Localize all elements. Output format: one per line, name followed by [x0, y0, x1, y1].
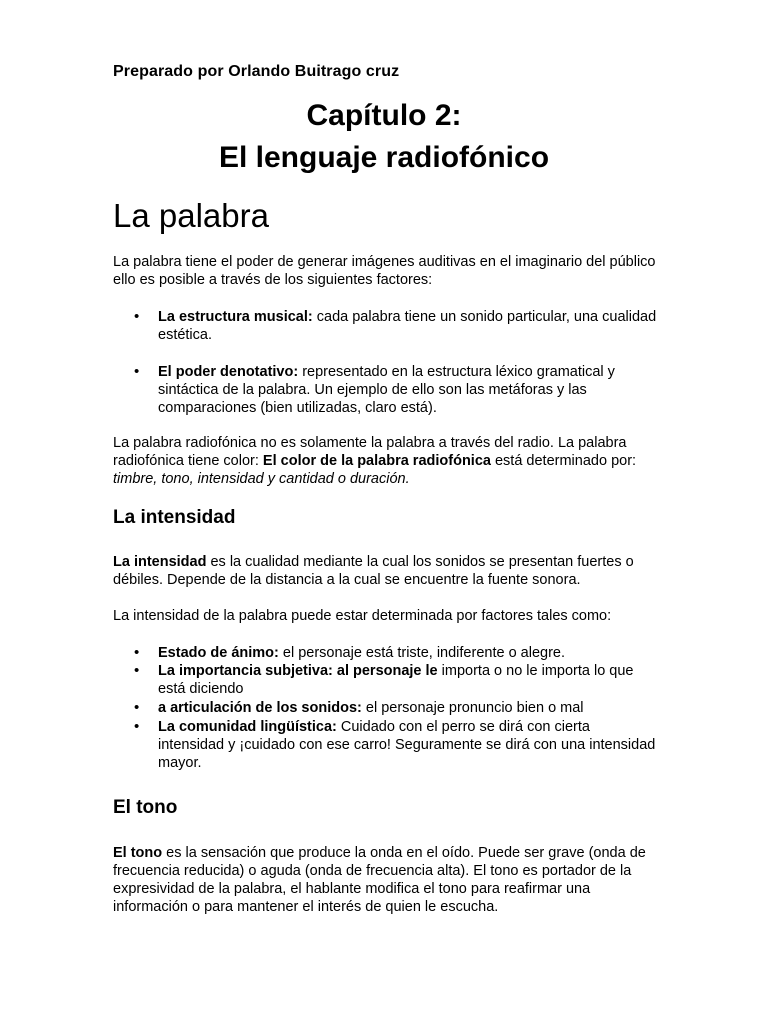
- closing-text: La palabra radiofónica no es solamente la palabra a través del radio. La palabra radiofónica tiene color:: [113, 435, 627, 469]
- intensidad-bullet-2: [158, 662, 658, 698]
- intensidad-bullet-1: [158, 644, 658, 662]
- bullet-text: el personaje está triste, indiferente o alegre.: [278, 645, 566, 661]
- palabra-intro: La palabra tiene el poder de generar imágenes auditivas en el imaginario del público ello es posible a través de los siguientes factores:: [113, 254, 656, 288]
- bullet-label: a articulación de los sonidos:: [158, 700, 362, 716]
- definition-text: es la sensación que produce la onda en el oído. Puede ser grave (onda de frecuencia reducida) o aguda (onda de frecuencia alta). El tono es portador de la expresividad de la palabra, el hablante modifica el tono para reafirmar una información o para mantener el interés de quien le escucha.: [113, 845, 646, 915]
- section-title-tono: El tono: [113, 797, 178, 818]
- definition-text: es la cualidad mediante la cual los sonidos se presentan fuertes o débiles. Depende de la distancia a la cual se encuentre la fuente sonora.: [113, 554, 634, 588]
- closing-italic: timbre, tono, intensidad y cantidad o duración.: [113, 471, 410, 487]
- intensidad-definition: [113, 553, 658, 589]
- definition-term: El tono: [113, 845, 163, 861]
- chapter-number: Capítulo 2:: [306, 99, 462, 132]
- bullet-text: cada palabra tiene un sonido particular, una cualidad estética.: [158, 309, 657, 343]
- section-title-palabra: La palabra: [113, 197, 269, 234]
- author-line: Preparado por Orlando Buitrago cruz: [113, 63, 400, 80]
- section-title-intensidad: La intensidad: [113, 507, 236, 528]
- bullet-label: La importancia subjetiva: al personaje le: [158, 663, 438, 679]
- bullet-label: La comunidad lingüística:: [158, 719, 337, 735]
- bullet-text: representado en la estructura léxico gramatical y sintáctica de la palabra. Un ejemplo de ello son las metáforas y las comparaciones (bien utilizadas, claro está).: [158, 364, 615, 416]
- palabra-closing: [113, 434, 658, 488]
- chapter-title: El lenguaje radiofónico: [218, 141, 550, 174]
- intensidad-factors-intro: La intensidad de la palabra puede estar determinada por factores tales como:: [113, 608, 612, 624]
- palabra-bullet-2: [158, 363, 658, 417]
- palabra-bullet-1: [158, 308, 658, 344]
- bullet-label: El poder denotativo:: [158, 364, 299, 380]
- bullet-text: el personaje pronuncio bien o mal: [361, 700, 584, 716]
- definition-term: La intensidad: [113, 554, 207, 570]
- closing-mid: está determinado por:: [490, 453, 637, 469]
- closing-bold: El color de la palabra radiofónica: [262, 453, 491, 469]
- tono-definition: [113, 844, 658, 916]
- bullet-text: Cuidado con el perro se dirá con cierta intensidad y ¡cuidado con ese carro! Seguramente se dirá con una intensidad mayor.: [158, 719, 656, 771]
- intensidad-bullet-4: [158, 718, 658, 772]
- intensidad-bullet-3: [158, 699, 658, 717]
- bullet-label: La estructura musical:: [158, 309, 313, 325]
- bullet-label: Estado de ánimo:: [158, 645, 279, 661]
- bullet-text: importa o no le importa lo que está diciendo: [158, 663, 634, 697]
